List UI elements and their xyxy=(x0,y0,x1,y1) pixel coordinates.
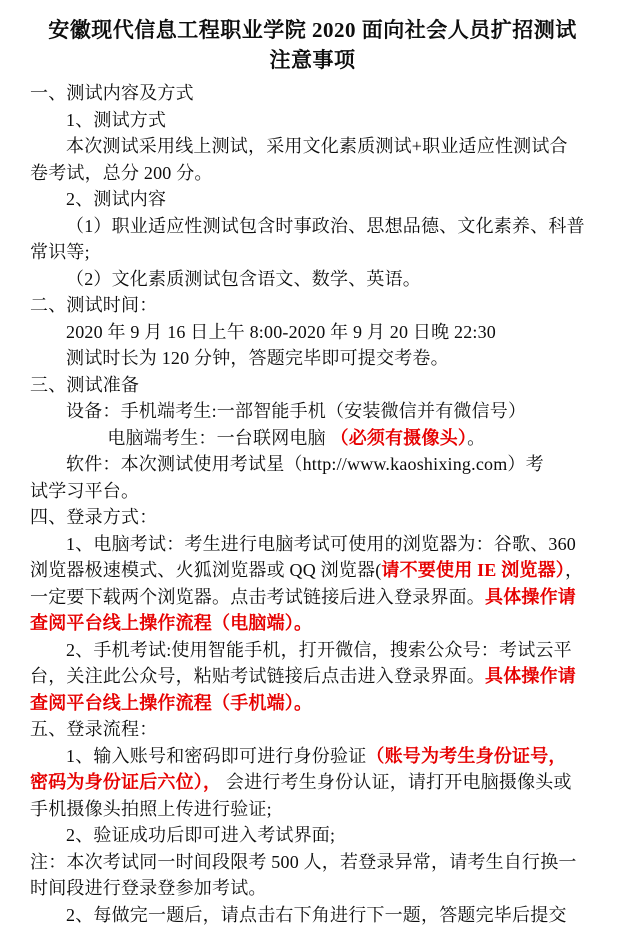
doc-line xyxy=(30,478,595,505)
text-segment: 2、每做完一题后，请点击右下角进行下一题，答题完毕后提交 xyxy=(66,904,567,925)
doc-line xyxy=(30,610,595,637)
doc-line xyxy=(30,557,595,584)
doc-line xyxy=(30,213,595,240)
text-segment: 测试时长为 120 分钟，答题完毕即可提交考卷。 xyxy=(66,348,449,368)
text-segment: 常识等; xyxy=(30,242,90,262)
doc-line xyxy=(30,849,595,876)
doc-line xyxy=(30,80,595,107)
doc-line xyxy=(30,266,595,293)
doc-line xyxy=(30,133,595,160)
red-emphasis-text: 查阅平台线上操作流程（电脑端）。 xyxy=(30,613,313,633)
doc-line xyxy=(30,107,595,134)
text-segment: 一、测试内容及方式 xyxy=(30,83,194,103)
text-segment: 2020 年 9 月 16 日上午 8:00-2020 年 9 月 20 日晚 22:30 xyxy=(66,321,496,342)
text-segment: 二、测试时间： xyxy=(30,295,158,315)
doc-line xyxy=(30,663,595,690)
text-segment: 1、输入账号和密码即可进行身份验证 xyxy=(66,745,367,766)
doc-line xyxy=(30,425,595,452)
doc-line xyxy=(30,398,595,425)
red-emphasis-text: （必须有摄像头） xyxy=(330,427,468,448)
doc-line xyxy=(30,822,595,849)
text-segment: 一定要下载两个浏览器。点击考试链接后进入登录界面。 xyxy=(30,586,485,607)
doc-line xyxy=(30,186,595,213)
document-title xyxy=(30,15,595,75)
text-segment: 2、测试内容 xyxy=(66,189,167,209)
doc-line xyxy=(30,902,595,926)
text-segment: 五、登录流程： xyxy=(30,719,158,739)
red-emphasis-text: （账号为考生身份证号， xyxy=(366,745,567,766)
document-body xyxy=(30,80,595,926)
text-segment: 电脑端考生：一台联网电脑 xyxy=(107,427,331,448)
text-segment: 时间段进行登录登参加考试。 xyxy=(30,878,267,898)
doc-line xyxy=(30,716,595,743)
text-segment: 试学习平台。 xyxy=(30,480,140,501)
text-segment: ， xyxy=(565,560,584,580)
doc-line xyxy=(30,345,595,372)
text-segment: 。 xyxy=(467,427,486,448)
text-segment: 注：本次考试同一时间段限考 500 人，若登录异常，请考生自行换一 xyxy=(30,851,577,872)
doc-line xyxy=(30,690,595,717)
doc-line xyxy=(30,292,595,319)
doc-line xyxy=(30,451,595,478)
text-segment: 手机摄像头拍照上传进行验证; xyxy=(30,798,272,819)
doc-line xyxy=(30,160,595,187)
text-segment: 软件：本次测试使用考试星（http://www.kaoshixing.com）考 xyxy=(66,454,544,474)
text-segment: 会进行考生身份认证，请打开电脑摄像头或 xyxy=(221,772,572,792)
doc-line xyxy=(30,584,595,611)
text-segment: 2、验证成功后即可进入考试界面; xyxy=(66,825,336,845)
doc-line xyxy=(30,637,595,664)
text-segment: 1、电脑考试：考生进行电脑考试可使用的浏览器为：谷歌、360 xyxy=(66,533,576,554)
title-line-1: 安徽现代信息工程职业学院 2020 面向社会人员扩招测试 xyxy=(48,18,577,42)
doc-line xyxy=(30,769,595,796)
text-segment: 2、手机考试:使用智能手机，打开微信，搜索公众号：考试云平 xyxy=(66,639,572,660)
doc-line xyxy=(30,372,595,399)
text-segment: 浏览器极速模式、火狐浏览器或 QQ 浏览器( xyxy=(30,560,382,580)
red-emphasis-text: 请不要使用 IE 浏览器） xyxy=(381,560,566,580)
red-emphasis-text: 具体操作请 xyxy=(485,586,576,607)
title-line-2: 注意事项 xyxy=(269,48,356,72)
doc-line xyxy=(30,239,595,266)
text-segment: 1、测试方式 xyxy=(66,109,167,130)
doc-line xyxy=(30,796,595,823)
doc-line xyxy=(30,319,595,346)
text-segment: （1）职业适应性测试包含时事政治、思想品德、文化素养、科普 xyxy=(66,215,585,236)
text-segment: 四、登录方式： xyxy=(30,507,158,527)
doc-line xyxy=(30,531,595,558)
text-segment: 三、测试准备 xyxy=(30,374,140,395)
doc-line xyxy=(30,504,595,531)
red-emphasis-text: 查阅平台线上操作流程（手机端）。 xyxy=(30,692,313,713)
doc-line xyxy=(30,743,595,770)
red-emphasis-text: 具体操作请 xyxy=(485,666,576,686)
text-segment: 台，关注此公众号，粘贴考试链接后点击进入登录界面。 xyxy=(30,666,485,686)
text-segment: 卷考试，总分 200 分。 xyxy=(30,162,213,183)
red-emphasis-text: 密码为身份证后六位）， xyxy=(30,772,222,792)
text-segment: （2）文化素质测试包含语文、数学、英语。 xyxy=(66,268,421,289)
text-segment: 设备：手机端考生:一部智能手机（安装微信并有微信号） xyxy=(66,401,527,421)
doc-line xyxy=(30,875,595,902)
text-segment: 本次测试采用线上测试，采用文化素质测试+职业适应性测试合 xyxy=(66,136,568,156)
